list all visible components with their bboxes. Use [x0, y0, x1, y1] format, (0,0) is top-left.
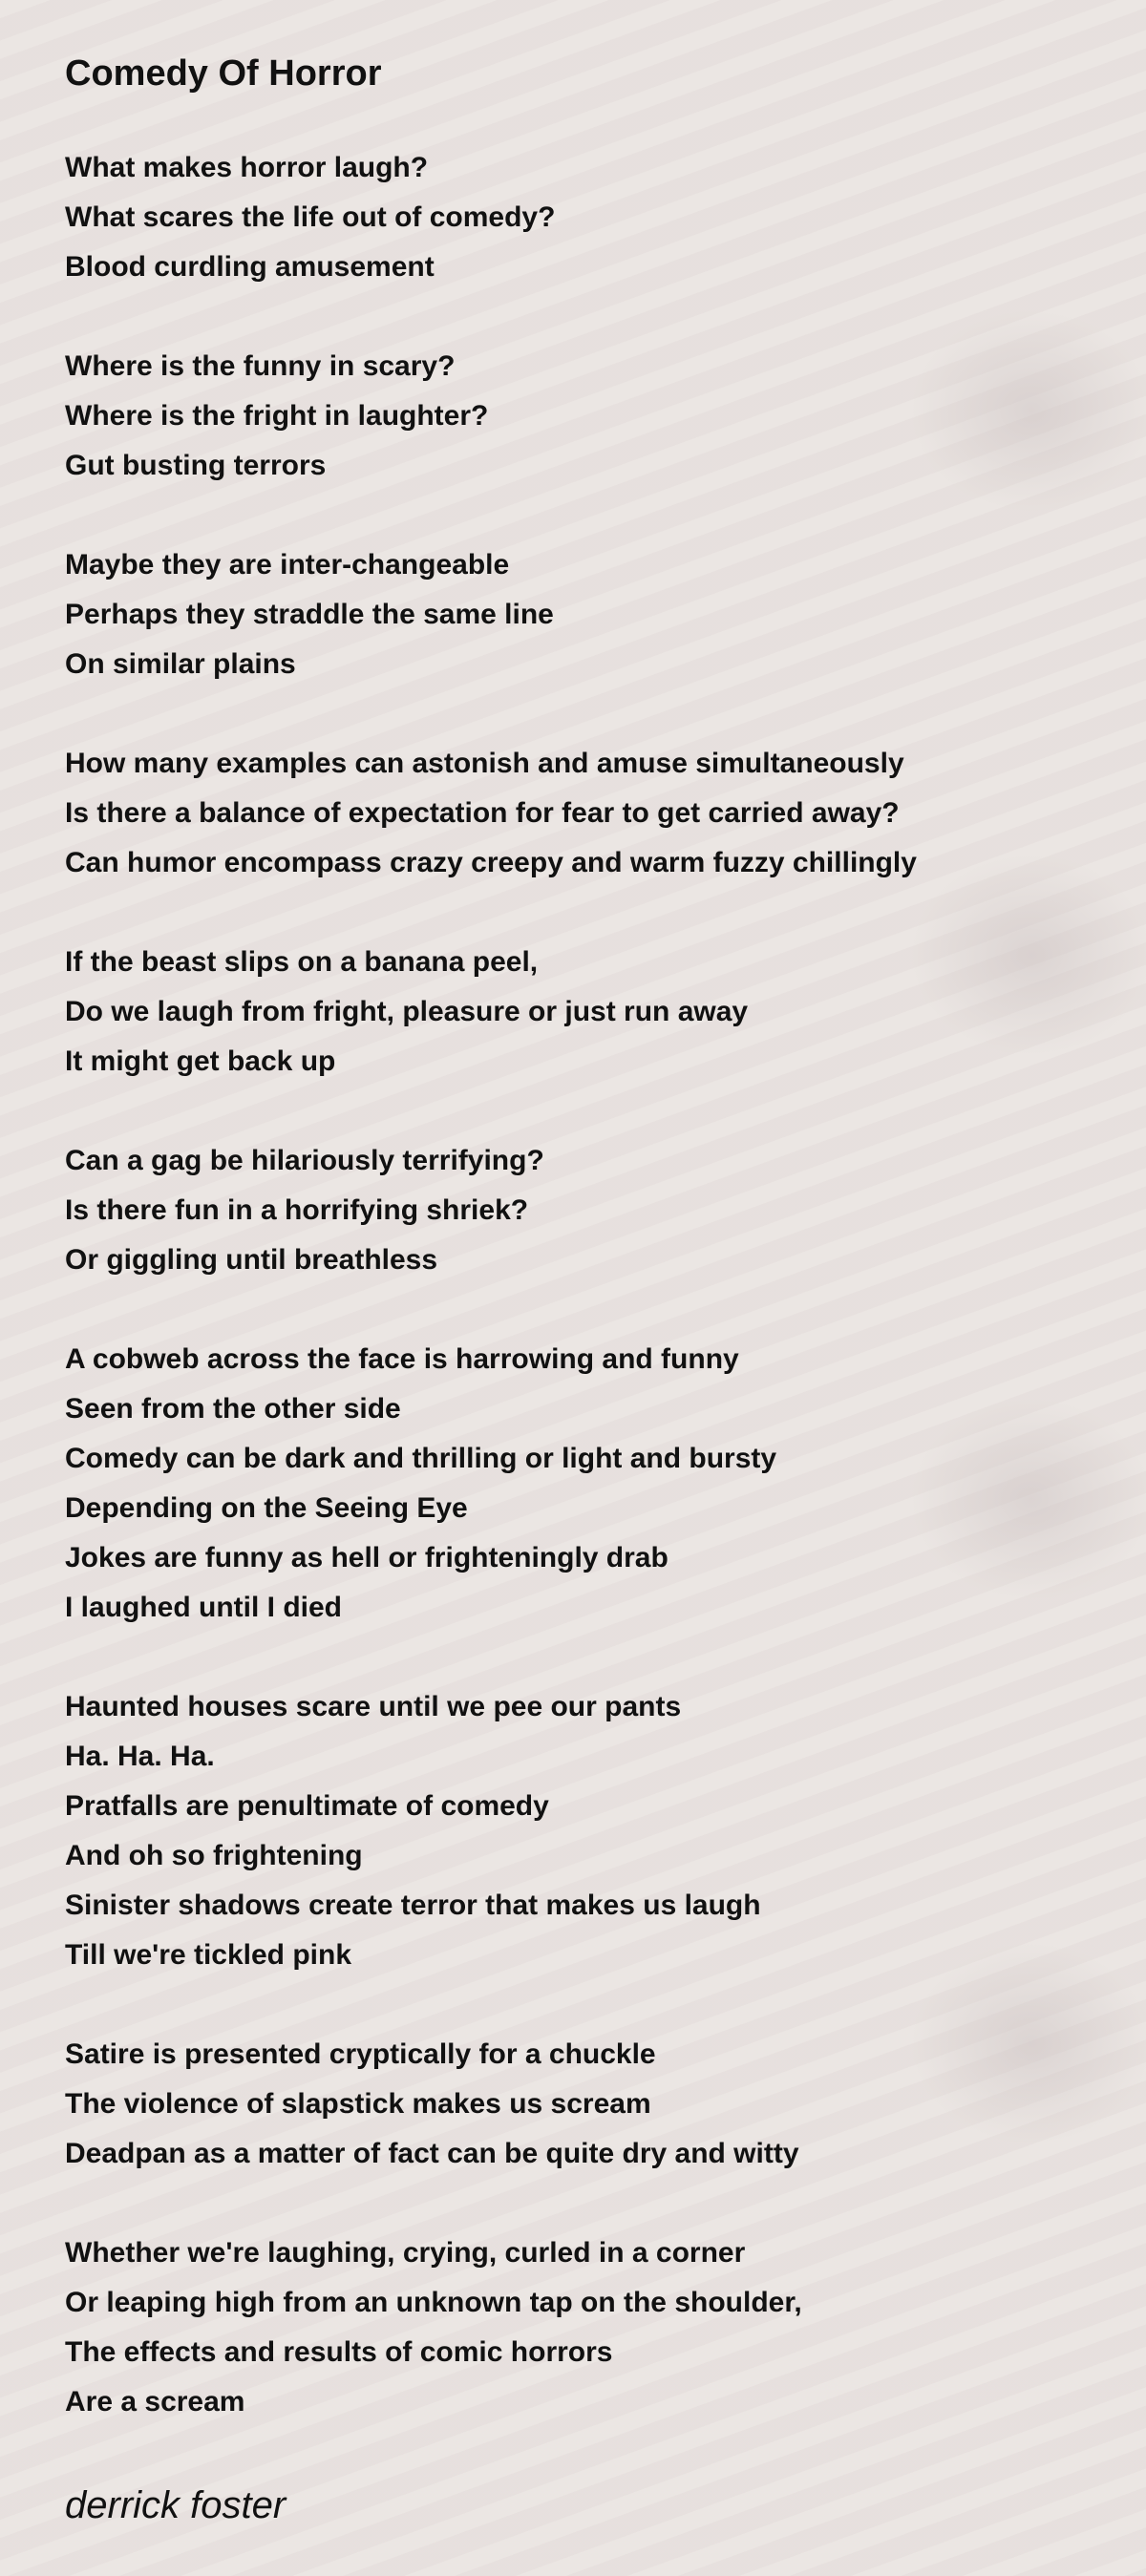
- stanza: [65, 1335, 1106, 1633]
- poem-line: Ha. Ha. Ha.: [65, 1741, 215, 1772]
- poem-line: Blood curdling amusement: [65, 251, 435, 283]
- poem-line: Or giggling until breathless: [65, 1244, 438, 1276]
- stanza: [65, 2030, 1106, 2179]
- stanza: [65, 1136, 1106, 1285]
- poem-line: Whether we're laughing, crying, curled in a corner: [65, 2237, 746, 2269]
- poem-line: Is there fun in a horrifying shriek?: [65, 1194, 529, 1226]
- poem-line: How many examples can astonish and amuse simultaneously: [65, 748, 904, 779]
- poem-line: Can humor encompass crazy creepy and warm fuzzy chillingly: [65, 847, 917, 878]
- poem-line: Sinister shadows create terror that makes us laugh: [65, 1890, 761, 1921]
- stanza: [65, 2228, 1106, 2427]
- poem-line: Depending on the Seeing Eye: [65, 1492, 468, 1524]
- poem-line: The effects and results of comic horrors: [65, 2336, 613, 2368]
- poem-line: Pratfalls are penultimate of comedy: [65, 1790, 549, 1822]
- poem-line: On similar plains: [65, 648, 296, 680]
- poem-line: If the beast slips on a banana peel,: [65, 946, 539, 978]
- poem-line: Perhaps they straddle the same line: [65, 599, 554, 630]
- poem-line: Seen from the other side: [65, 1393, 401, 1425]
- poem-line: Are a scream: [65, 2386, 245, 2418]
- stanza: [65, 1682, 1106, 1980]
- poem-line: Comedy can be dark and thrilling or light and bursty: [65, 1443, 777, 1474]
- stanza: [65, 342, 1106, 491]
- poem-line: Gut busting terrors: [65, 450, 327, 481]
- stanza: [65, 540, 1106, 689]
- poem-line: I laughed until I died: [65, 1592, 342, 1623]
- poem-line: And oh so frightening: [65, 1840, 363, 1871]
- stanza: [65, 143, 1106, 292]
- poem-line: The violence of slapstick makes us scream: [65, 2088, 651, 2120]
- poem-line: It might get back up: [65, 1045, 336, 1077]
- poem-line: Where is the funny in scary?: [65, 350, 456, 382]
- poem-body: [65, 143, 1106, 2427]
- poem-line: Haunted houses scare until we pee our pants: [65, 1691, 682, 1722]
- poem-line: A cobweb across the face is harrowing and funny: [65, 1343, 739, 1375]
- poem-line: Satire is presented cryptically for a chuckle: [65, 2038, 656, 2070]
- stanza: [65, 739, 1106, 888]
- poem-container: [65, 48, 1106, 2534]
- poem-line: Or leaping high from an unknown tap on the shoulder,: [65, 2287, 802, 2318]
- poem-title: Comedy Of Horror: [65, 53, 382, 94]
- poem-line: Maybe they are inter-changeable: [65, 549, 510, 581]
- poem-line: Jokes are funny as hell or frighteningly drab: [65, 1542, 668, 1573]
- poem-author: derrick foster: [65, 2484, 286, 2526]
- poem-line: Is there a balance of expectation for fear to get carried away?: [65, 797, 900, 829]
- poem-line: Can a gag be hilariously terrifying?: [65, 1145, 544, 1176]
- poem-line: Do we laugh from fright, pleasure or just run away: [65, 996, 749, 1027]
- poem-line: What scares the life out of comedy?: [65, 201, 556, 233]
- poem-line: Till we're tickled pink: [65, 1939, 352, 1971]
- stanza: [65, 938, 1106, 1087]
- poem-line: Deadpan as a matter of fact can be quite dry and witty: [65, 2138, 799, 2169]
- poem-line: What makes horror laugh?: [65, 152, 429, 183]
- poem-line: Where is the fright in laughter?: [65, 400, 489, 432]
